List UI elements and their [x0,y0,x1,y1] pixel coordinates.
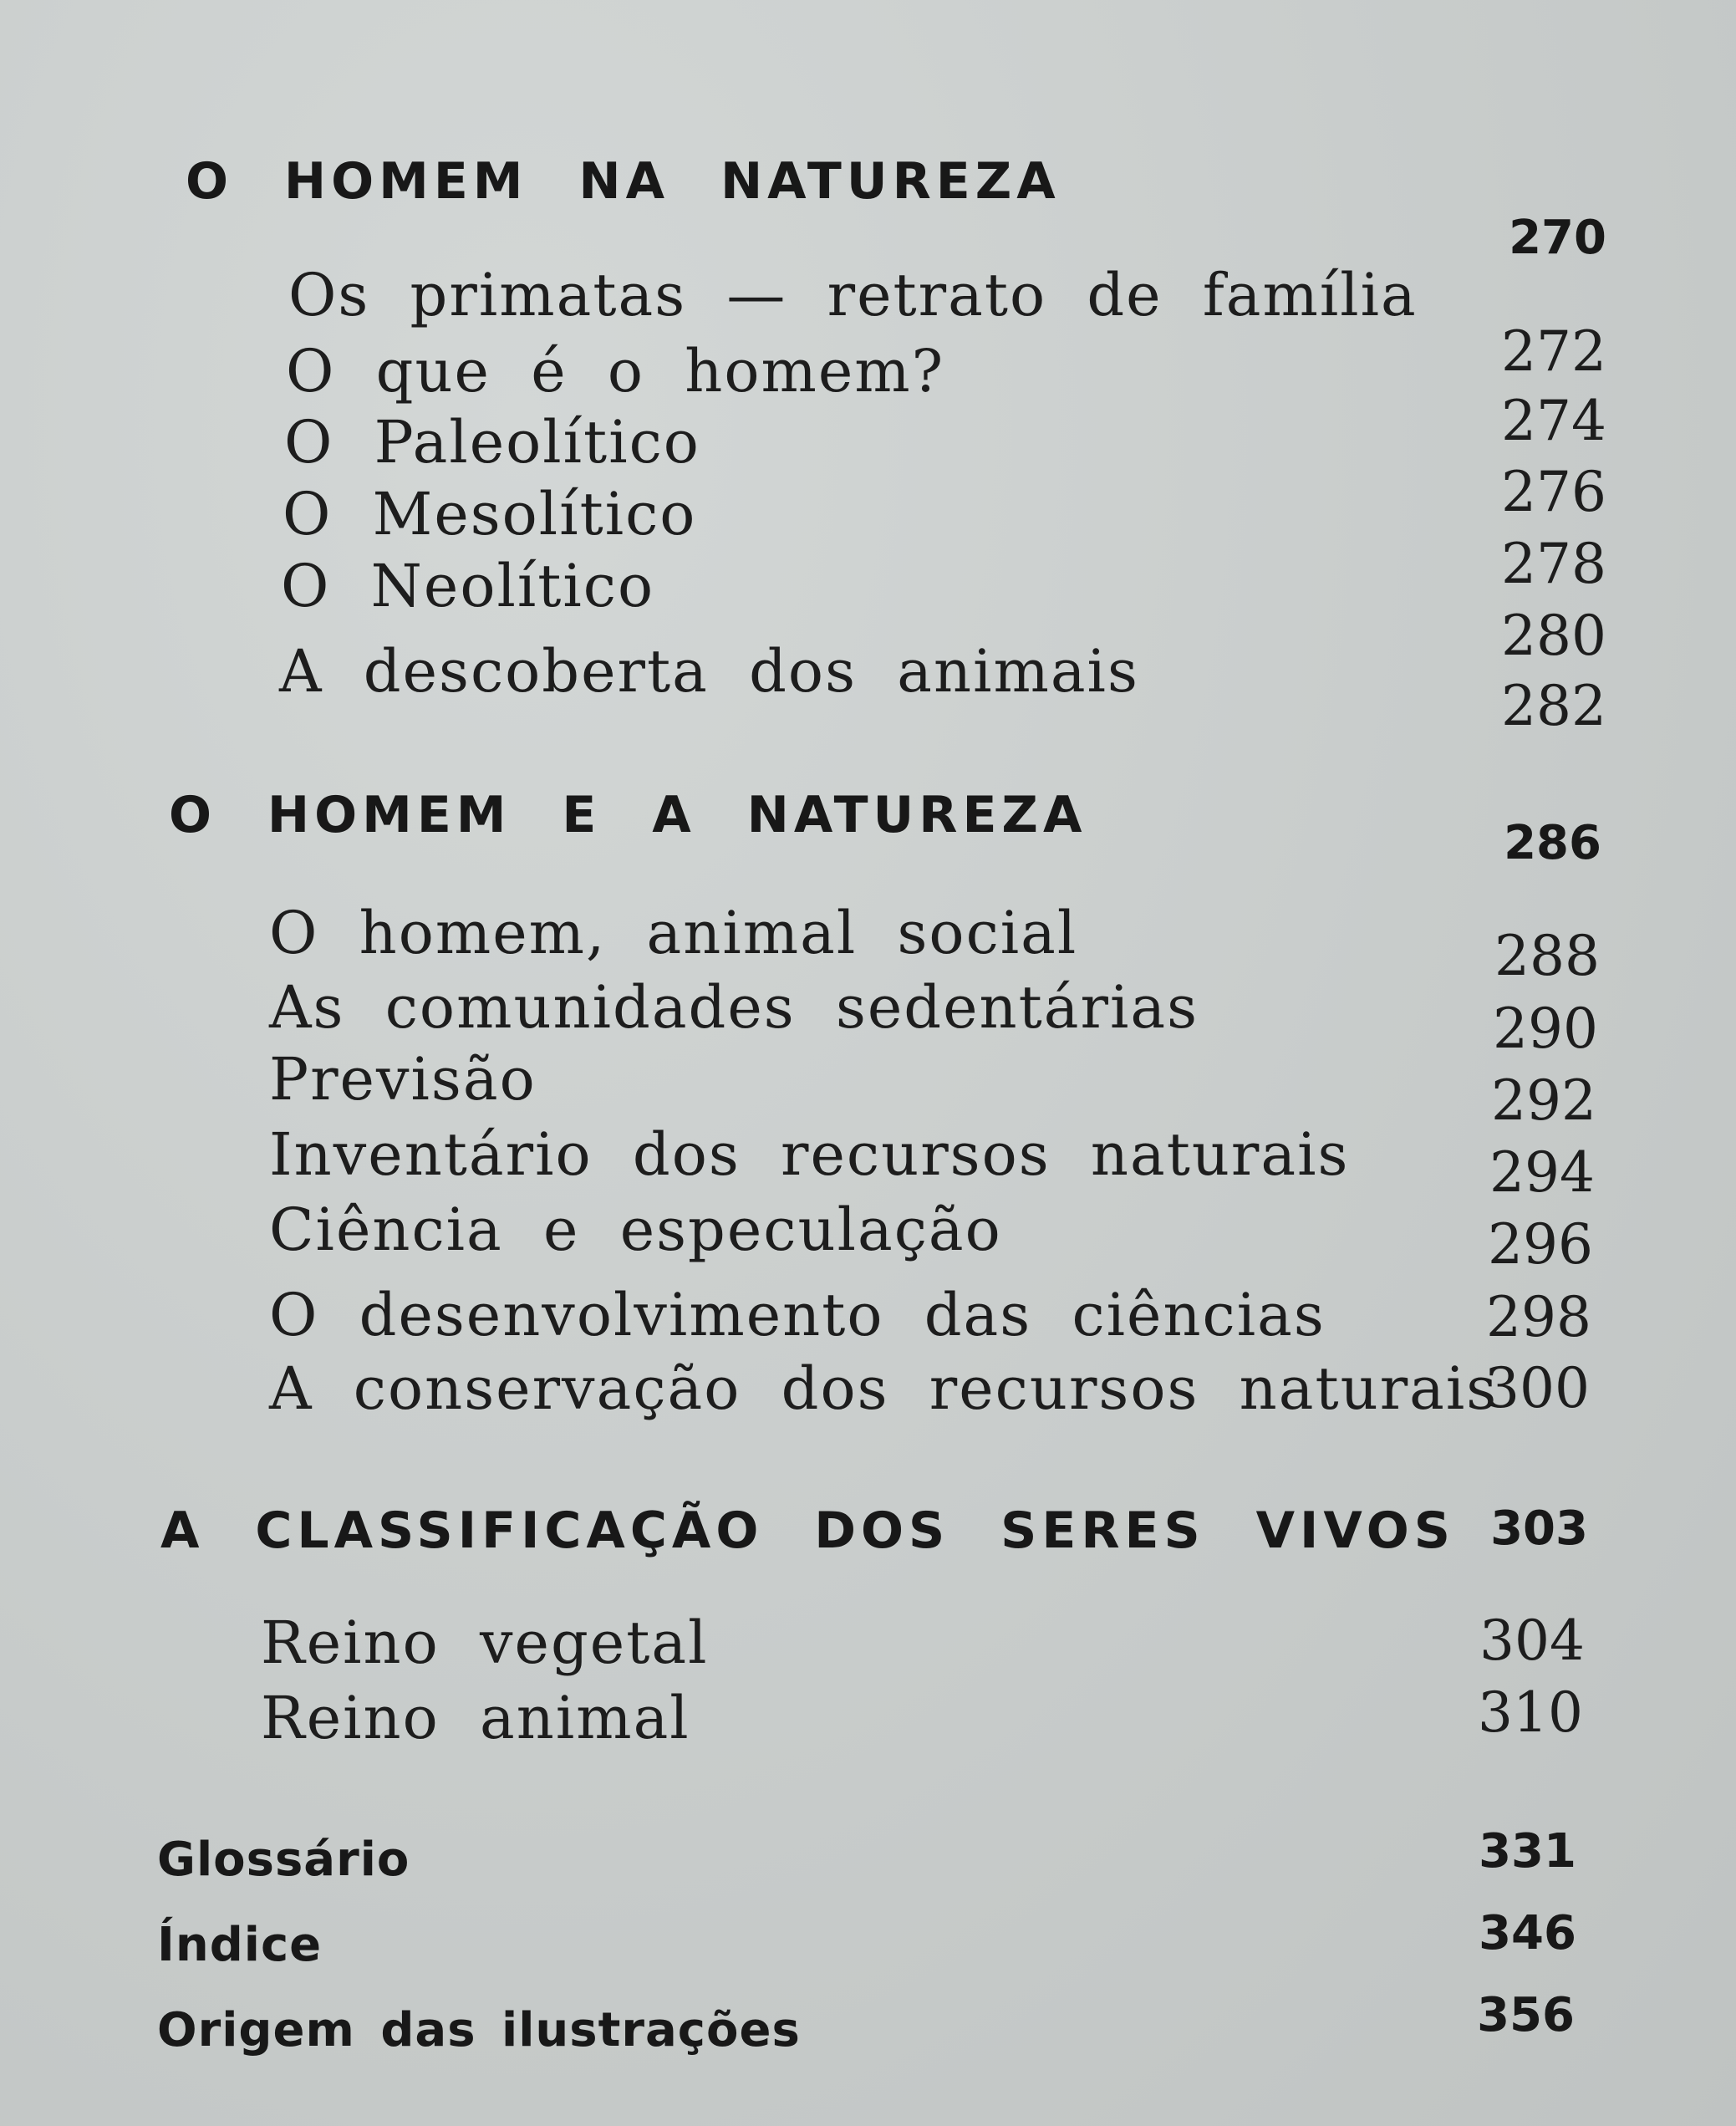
section-page-number: 270 [1509,211,1606,265]
back-matter-entry: Índice [157,1918,323,1972]
toc-entry-page: 280 [1501,604,1606,668]
toc-entry-page: 288 [1494,924,1600,988]
toc-entry-page: 300 [1484,1356,1590,1420]
toc-entry: O Mesolítico [283,480,697,548]
toc-entry: O homem, animal social [269,899,1078,967]
toc-entry-page: 274 [1501,389,1606,453]
toc-entry: O que é o homem? [286,337,945,405]
toc-entry: A conservação dos recursos naturais [269,1354,1499,1423]
section-page-number: 303 [1490,1501,1588,1556]
section-heading: O HOMEM NA NATUREZA [186,152,1061,211]
toc-entry-page: 276 [1501,460,1606,524]
toc-entry: O desenvolvimento das ciências [269,1281,1326,1349]
section-heading: O HOMEM E A NATUREZA [169,786,1087,844]
section-page-number: 286 [1504,816,1601,870]
back-matter-entry: Origem das ilustrações [157,2003,801,2057]
toc-entry-page: 290 [1493,997,1598,1061]
section-heading: A CLASSIFICAÇÃO DOS SERES VIVOS [160,1501,1455,1560]
toc-entry: Inventário dos recursos naturais [269,1120,1350,1189]
toc-entry: Reino vegetal [261,1609,709,1677]
toc-entry: Ciência e especulação [269,1196,1002,1264]
toc-entry-page: 272 [1501,319,1606,384]
back-matter-page: 356 [1477,1988,1575,2042]
toc-entry: Previsão [269,1045,537,1114]
toc-entry-page: 298 [1486,1285,1591,1349]
back-matter-entry: Glossário [157,1833,410,1887]
toc-entry: Reino animal [261,1684,690,1752]
toc-entry-page: 278 [1501,532,1606,596]
back-matter-page: 346 [1479,1906,1576,1960]
toc-entry-page: 294 [1489,1140,1595,1205]
toc-entry: A descoberta dos animais [279,637,1139,706]
toc-entry: Os primatas — retrato de família [288,261,1418,329]
toc-entry-page: 282 [1501,674,1606,738]
toc-entry-page: 310 [1478,1680,1583,1745]
toc-entry-page: 292 [1491,1068,1596,1133]
toc-entry: O Neolítico [281,552,655,620]
back-matter-page: 331 [1479,1824,1576,1879]
toc-entry: O Paleolítico [284,408,700,477]
toc-entry-page: 296 [1488,1212,1593,1277]
toc-entry-page: 304 [1479,1609,1585,1673]
toc-entry: As comunidades sedentárias [269,973,1199,1042]
